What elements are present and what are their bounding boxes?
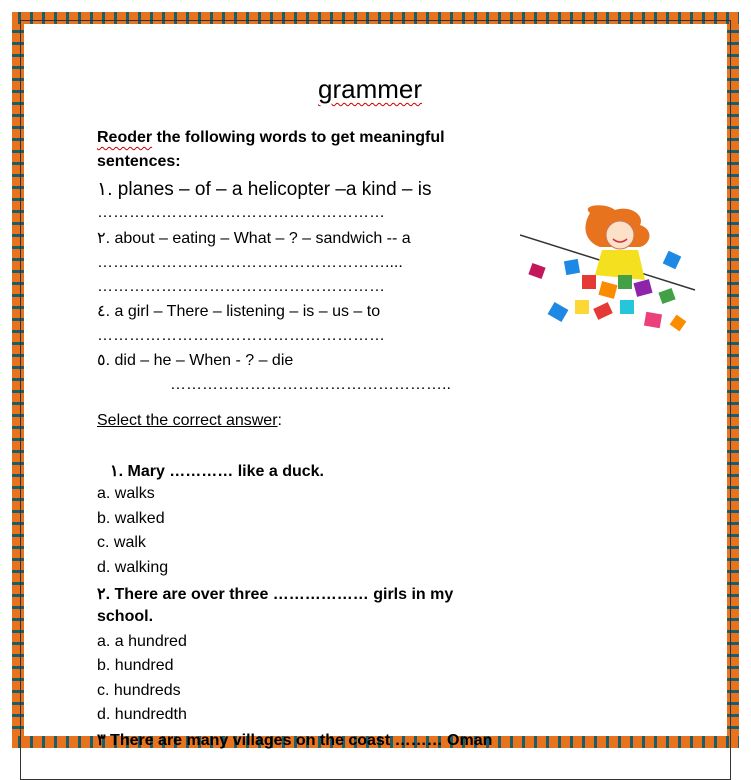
reorder-item-5: ٥. did – he – When - ? – die: [97, 352, 294, 369]
q1-option-a: a. walks: [97, 485, 155, 502]
q1-option-b: b. walked: [97, 510, 165, 527]
q2-option-c: c. hundreds: [97, 682, 181, 699]
question-2-line1: ٢. There are over three ……………… girls in my: [97, 586, 454, 603]
reorder-heading-rest: the following words to get meaningful: [152, 129, 445, 146]
reorder-item-1: ١. planes – of – a helicopter –a kind – is: [97, 179, 432, 200]
answer-line-4: ………………………………………………: [97, 327, 385, 344]
answer-line-5: ……………………………………………..: [170, 376, 451, 393]
q1-option-d: d. walking: [97, 559, 169, 576]
q1-option-c: c. walk: [97, 534, 146, 551]
answer-line-1: ………………………………………………: [97, 204, 385, 221]
reorder-item-4: ٤. a girl – There – listening – is – us – to: [97, 303, 381, 320]
puzzle-girl-illustration: [520, 205, 700, 345]
select-heading: [97, 412, 282, 430]
answer-line-2: ………………………………………………....: [97, 254, 403, 271]
reorder-heading: [97, 129, 445, 147]
reorder-heading-word: Reoder: [97, 129, 153, 146]
q2-option-d: d. hundredth: [97, 706, 187, 723]
reorder-heading-line2: sentences:: [97, 153, 181, 170]
page-title: grammer: [318, 74, 423, 104]
q2-option-a: a. a hundred: [97, 633, 187, 650]
question-3: ٣ There are many villages on the coast ……… Oman: [97, 732, 493, 749]
select-heading-colon: :: [277, 412, 282, 429]
question-1: ١. Mary ………… like a duck.: [110, 463, 324, 480]
q2-option-b: b. hundred: [97, 657, 174, 674]
select-heading-text: Select the correct answer: [97, 412, 278, 429]
reorder-item-2: ٢. about – eating – What – ? – sandwich -- a: [97, 230, 411, 247]
question-2-line2: school.: [97, 608, 154, 625]
answer-line-3: ………………………………………………: [97, 278, 385, 295]
